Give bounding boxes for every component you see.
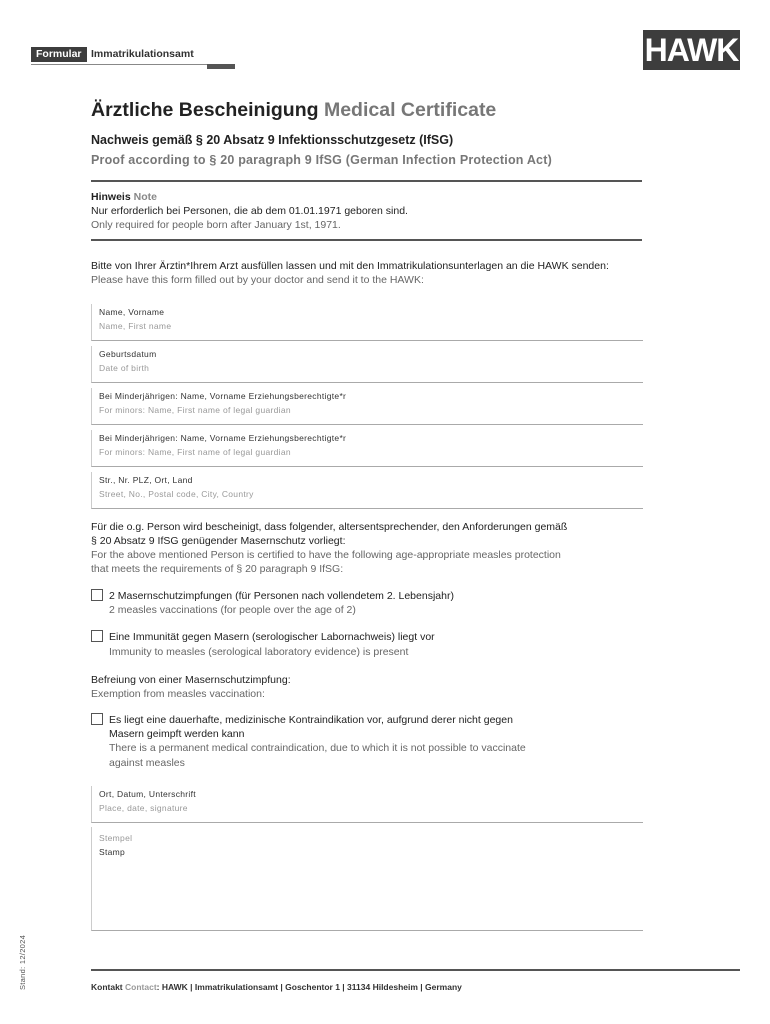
birthdate-field[interactable] xyxy=(91,346,643,383)
footer-divider xyxy=(91,969,740,971)
field-label-de: Bei Minderjährigen: Name, Vorname Erziehungsberechtigte*r xyxy=(99,391,347,401)
exemption-option-en-line1: There is a permanent medical contraindication, due to which it is not possible to vaccinate xyxy=(109,742,526,754)
stamp-label-en: Stamp xyxy=(99,847,126,857)
field-label-de: Ort, Datum, Unterschrift xyxy=(99,789,196,799)
office-name: Immatrikulationsamt xyxy=(91,48,194,60)
divider xyxy=(91,180,642,182)
option-label-de: Eine Immunität gegen Masern (serologischer Labornachweis) liegt vor xyxy=(109,631,435,643)
stamp-label-de: Stempel xyxy=(99,833,133,843)
signature-field[interactable] xyxy=(91,786,643,823)
note-text-de: Nur erforderlich bei Personen, die ab dem 01.01.1971 geboren sind. xyxy=(91,205,408,217)
guardian-field-2[interactable] xyxy=(91,430,643,467)
title-en: Medical Certificate xyxy=(323,99,497,121)
exemption-heading-de: Befreiung von einer Masernschutzimpfung: xyxy=(91,674,291,686)
field-label-en: For minors: Name, First name of legal guardian xyxy=(99,405,291,415)
field-label-en: Street, No., Postal code, City, Country xyxy=(99,489,254,499)
header-accent xyxy=(207,64,235,69)
exemption-option-de-line2: Masern geimpft werden kann xyxy=(109,728,245,740)
instruction-en: Please have this form filled out by your doctor and send it to the HAWK: xyxy=(91,274,424,286)
address-field[interactable] xyxy=(91,472,643,509)
footer-contact xyxy=(91,982,462,992)
certify-de-line2: § 20 Absatz 9 IfSG genügender Masernschutz vorliegt: xyxy=(91,535,346,547)
note-label xyxy=(91,190,157,204)
field-label-en: For minors: Name, First name of legal guardian xyxy=(99,447,291,457)
stamp-field[interactable] xyxy=(91,827,643,931)
exemption-option-en-line2: against measles xyxy=(109,757,185,769)
immunity-checkbox[interactable] xyxy=(91,630,103,642)
title-de: Ärztliche Bescheinigung xyxy=(91,99,319,121)
field-label-en: Place, date, signature xyxy=(99,803,188,813)
guardian-field-1[interactable] xyxy=(91,388,643,425)
field-label-de: Geburtsdatum xyxy=(99,349,157,359)
option-label-de: 2 Masernschutzimpfungen (für Personen nach vollendetem 2. Lebensjahr) xyxy=(109,590,454,602)
instruction-de: Bitte von Ihrer Ärztin*Ihrem Arzt ausfüllen lassen und mit den Immatrikulationsunterlagen an die HAWK senden: xyxy=(91,260,609,272)
field-label-en: Name, First name xyxy=(99,321,172,331)
page-title xyxy=(91,99,496,122)
version-date: Stand: 12/2024 xyxy=(18,934,27,990)
field-label-en: Date of birth xyxy=(99,363,150,373)
footer-label-de: Kontakt xyxy=(91,982,123,992)
field-label-de: Name, Vorname xyxy=(99,307,165,317)
certify-de-line1: Für die o.g. Person wird bescheinigt, dass folgender, altersentsprechender, den Anforderungen gemäß xyxy=(91,521,568,533)
note-text-en: Only required for people born after January 1st, 1971. xyxy=(91,219,341,231)
field-label-de: Str., Nr. PLZ, Ort, Land xyxy=(99,475,193,485)
hawk-logo: HAWK xyxy=(644,32,739,68)
footer-label-en: Contact xyxy=(125,982,157,992)
exemption-heading-en: Exemption from measles vaccination: xyxy=(91,688,265,700)
contraindication-checkbox[interactable] xyxy=(91,713,103,725)
name-field[interactable] xyxy=(91,304,643,341)
note-label-de: Hinweis xyxy=(91,191,131,203)
subtitle-en: Proof according to § 20 paragraph 9 IfSG (German Infection Protection Act) xyxy=(91,153,552,167)
form-tag: Formular xyxy=(31,47,87,62)
vaccination-checkbox[interactable] xyxy=(91,589,103,601)
subtitle-de: Nachweis gemäß § 20 Absatz 9 Infektionsschutzgesetz (IfSG) xyxy=(91,133,454,147)
field-label-de: Bei Minderjährigen: Name, Vorname Erziehungsberechtigte*r xyxy=(99,433,347,443)
option-label-en: 2 measles vaccinations (for people over the age of 2) xyxy=(109,604,356,616)
footer-text: : HAWK | Immatrikulationsamt | Goschentor 1 | 31134 Hildesheim | Germany xyxy=(156,982,462,992)
exemption-option-de-line1: Es liegt eine dauerhafte, medizinische Kontraindikation vor, aufgrund derer nicht gegen xyxy=(109,714,513,726)
certify-en-line2: that meets the requirements of § 20 paragraph 9 IfSG: xyxy=(91,563,344,575)
certify-en-line1: For the above mentioned Person is certified to have the following age-appropriate measles protection xyxy=(91,549,561,561)
note-label-en: Note xyxy=(133,191,157,203)
option-label-en: Immunity to measles (serological laboratory evidence) is present xyxy=(109,646,409,658)
divider xyxy=(91,239,642,241)
header-divider xyxy=(31,64,207,65)
